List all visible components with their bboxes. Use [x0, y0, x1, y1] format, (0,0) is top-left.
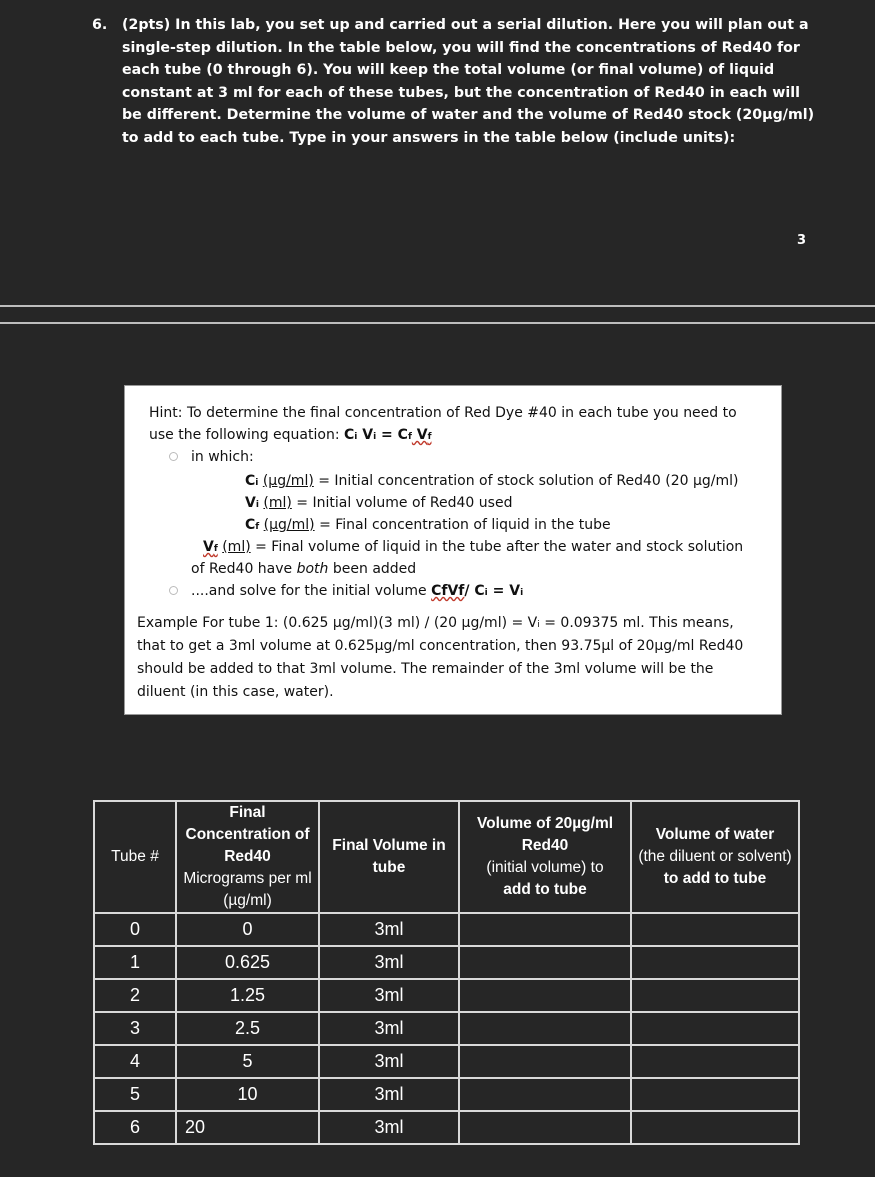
final-concentration: 1.25 — [176, 979, 319, 1012]
example-line-1: Example For tube 1: (0.625 µg/ml)(3 ml) / (20 µg/ml) = Vi = 0.09375 ml. This means, — [137, 615, 734, 631]
red40-volume-cell[interactable] — [459, 1078, 631, 1111]
red40-volume-cell[interactable] — [459, 1111, 631, 1144]
tube-number: 2 — [94, 979, 176, 1012]
final-volume: 3ml — [319, 913, 459, 946]
divider-bottom — [0, 322, 875, 324]
water-volume-cell[interactable] — [631, 1012, 799, 1045]
table-row — [94, 1111, 799, 1144]
header-final-volume: Final Volume in tube — [319, 801, 459, 913]
hint-equation: Ci Vi = Cf Vf — [343, 427, 432, 443]
tube-number: 0 — [94, 913, 176, 946]
question-number: 6. — [92, 17, 108, 33]
water-volume-cell[interactable] — [631, 946, 799, 979]
question-text: (2pts) In this lab, you set up and carried out a serial dilution. Here you will plan out a single-step dilution. In the table below, you will find the concentrations of Red40 for each tube (0 through 6). You will keep the total volume (or final volume) of liquid constant at 3 ml for each of these tubes, but the concentration of Red40 in each will be different. Determine the volume of water and the volume of Red40 stock (20µg/ml) to add to each tube. Type in your answers in the table below (include units): — [122, 17, 815, 146]
final-concentration: 0.625 — [176, 946, 319, 979]
final-concentration: 10 — [176, 1078, 319, 1111]
tube-number: 6 — [94, 1111, 176, 1144]
table-row — [94, 1012, 799, 1045]
red40-volume-cell[interactable] — [459, 1045, 631, 1078]
red40-volume-cell[interactable] — [459, 913, 631, 946]
table-row — [94, 1045, 799, 1078]
def-cf: Cf (µg/ml) = Final concentration of liquid in the tube — [245, 517, 611, 533]
table-header-row — [94, 801, 799, 913]
divider-top — [0, 305, 875, 307]
final-concentration: 2.5 — [176, 1012, 319, 1045]
tube-number: 4 — [94, 1045, 176, 1078]
example-line-3: should be added to that 3ml volume. The remainder of the 3ml volume will be the — [137, 661, 714, 677]
red40-volume-cell[interactable] — [459, 1012, 631, 1045]
table-row — [94, 946, 799, 979]
example-line-2: that to get a 3ml volume at 0.625µg/ml concentration, then 93.75µl of 20µg/ml Red40 — [137, 638, 744, 654]
hint-equation-label: use the following equation: — [149, 427, 344, 443]
question-block — [92, 14, 816, 150]
def-vf-cont: of Red40 have both been added — [191, 561, 417, 577]
hint-in-which: in which: — [191, 449, 254, 465]
dilution-table — [93, 800, 800, 1145]
water-volume-cell[interactable] — [631, 913, 799, 946]
final-volume: 3ml — [319, 1045, 459, 1078]
final-volume: 3ml — [319, 1111, 459, 1144]
header-volume-red40: Volume of 20µg/ml Red40 (initial volume) to add to tube — [459, 801, 631, 913]
red40-volume-cell[interactable] — [459, 946, 631, 979]
final-concentration: 0 — [176, 913, 319, 946]
water-volume-cell[interactable] — [631, 1078, 799, 1111]
example-line-4: diluent (in this case, water). — [137, 684, 334, 700]
table-row — [94, 979, 799, 1012]
water-volume-cell[interactable] — [631, 1111, 799, 1144]
final-concentration: 20 — [176, 1111, 319, 1144]
header-final-concentration: Final Concentration of Red40 Micrograms per ml (µg/ml) — [176, 801, 319, 913]
final-concentration: 5 — [176, 1045, 319, 1078]
table-row — [94, 1078, 799, 1111]
header-tube: Tube # — [94, 801, 176, 913]
final-volume: 3ml — [319, 1078, 459, 1111]
red40-volume-cell[interactable] — [459, 979, 631, 1012]
bullet-icon — [169, 586, 178, 595]
final-volume: 3ml — [319, 979, 459, 1012]
def-vf: Vf (ml) = Final volume of liquid in the tube after the water and stock solution — [203, 539, 744, 555]
header-volume-water: Volume of water (the diluent or solvent) to add to tube — [631, 801, 799, 913]
tube-number: 1 — [94, 946, 176, 979]
hint-box — [124, 385, 782, 715]
bullet-icon — [169, 452, 178, 461]
final-volume: 3ml — [319, 1012, 459, 1045]
final-volume: 3ml — [319, 946, 459, 979]
hint-line-2 — [149, 424, 432, 448]
hint-line-1: Hint: To determine the final concentration of Red Dye #40 in each tube you need to — [149, 405, 737, 421]
tube-number: 3 — [94, 1012, 176, 1045]
def-ci: Ci (µg/ml) = Initial concentration of stock solution of Red40 (20 µg/ml) — [245, 473, 739, 489]
tube-number: 5 — [94, 1078, 176, 1111]
table-row — [94, 913, 799, 946]
page-number: 3 — [797, 233, 807, 248]
water-volume-cell[interactable] — [631, 979, 799, 1012]
water-volume-cell[interactable] — [631, 1045, 799, 1078]
def-vi: Vi (ml) = Initial volume of Red40 used — [245, 495, 513, 511]
hint-solve: ....and solve for the initial volume CfVf/ Ci = Vi — [191, 583, 524, 599]
